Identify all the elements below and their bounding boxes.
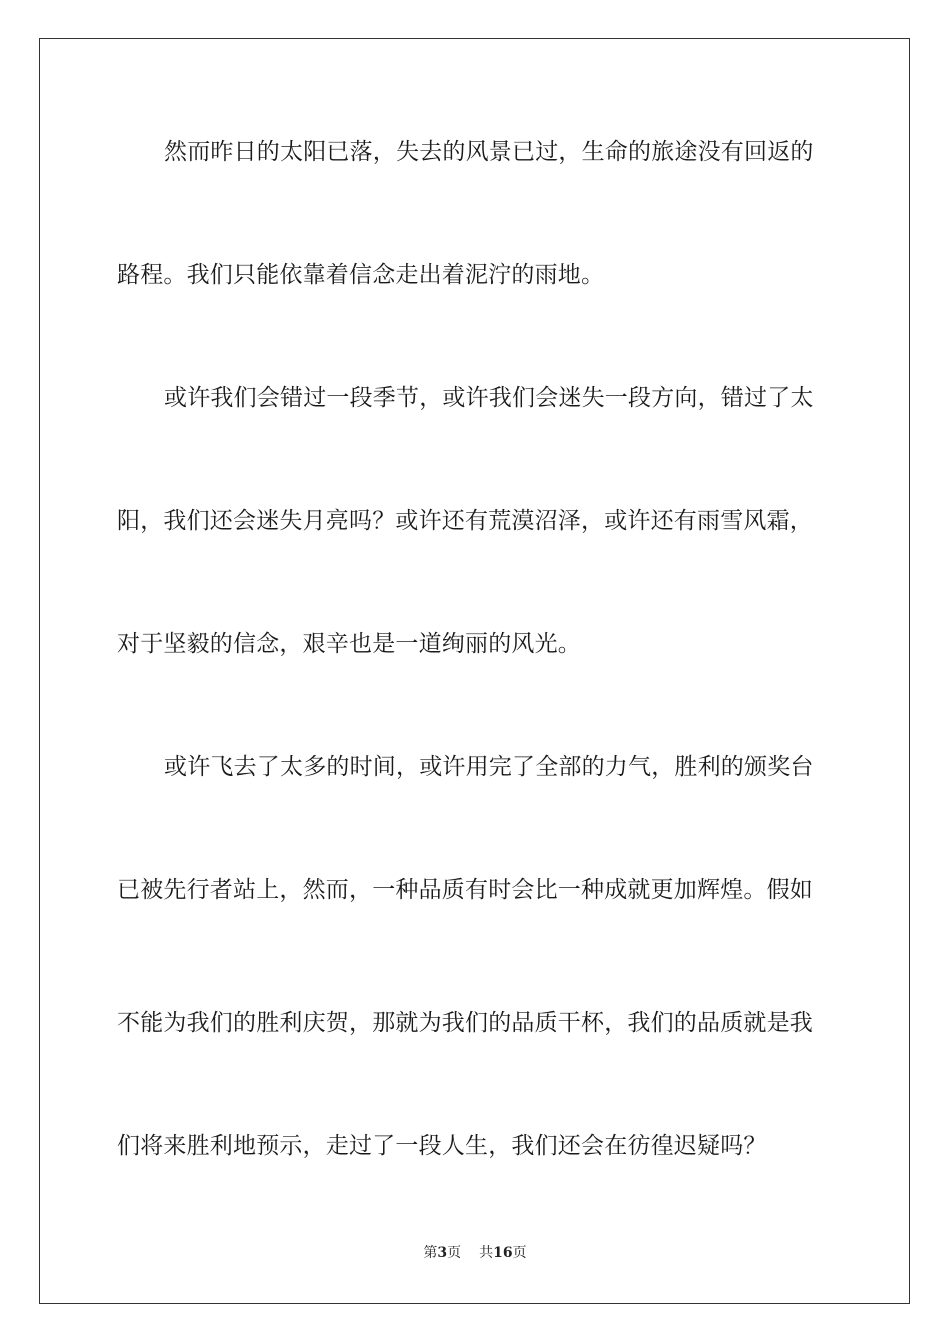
text-line-8: 不能为我们的胜利庆贺，那就为我们的品质干杯，我们的品质就是我 bbox=[117, 1010, 813, 1036]
text-line-1: 然而昨日的太阳已落，失去的风景已过，生命的旅途没有回返的 bbox=[164, 139, 814, 165]
page-border bbox=[39, 38, 910, 1304]
text-line-4: 阳，我们还会迷失月亮吗？或许还有荒漠沼泽，或许还有雨雪风霜， bbox=[117, 508, 813, 534]
total-prefix: 共 bbox=[479, 1245, 494, 1261]
page-number: 3 bbox=[437, 1245, 448, 1261]
total-suffix: 页 bbox=[512, 1245, 527, 1261]
page-prefix: 第 bbox=[423, 1245, 438, 1261]
text-line-9: 们将来胜利地预示，走过了一段人生，我们还会在彷徨迟疑吗？ bbox=[117, 1133, 767, 1159]
page-suffix: 页 bbox=[447, 1245, 462, 1261]
text-line-3: 或许我们会错过一段季节，或许我们会迷失一段方向，错过了太 bbox=[164, 385, 814, 411]
text-line-2: 路程。我们只能依靠着信念走出着泥泞的雨地。 bbox=[117, 262, 605, 288]
text-line-5: 对于坚毅的信念，艰辛也是一道绚丽的风光。 bbox=[117, 631, 581, 657]
text-line-6: 或许飞去了太多的时间，或许用完了全部的力气，胜利的颁奖台 bbox=[164, 754, 814, 780]
text-line-7: 已被先行者站上，然而，一种品质有时会比一种成就更加辉煌。假如 bbox=[117, 877, 813, 903]
total-pages: 16 bbox=[493, 1245, 513, 1261]
page-footer bbox=[0, 1243, 950, 1263]
